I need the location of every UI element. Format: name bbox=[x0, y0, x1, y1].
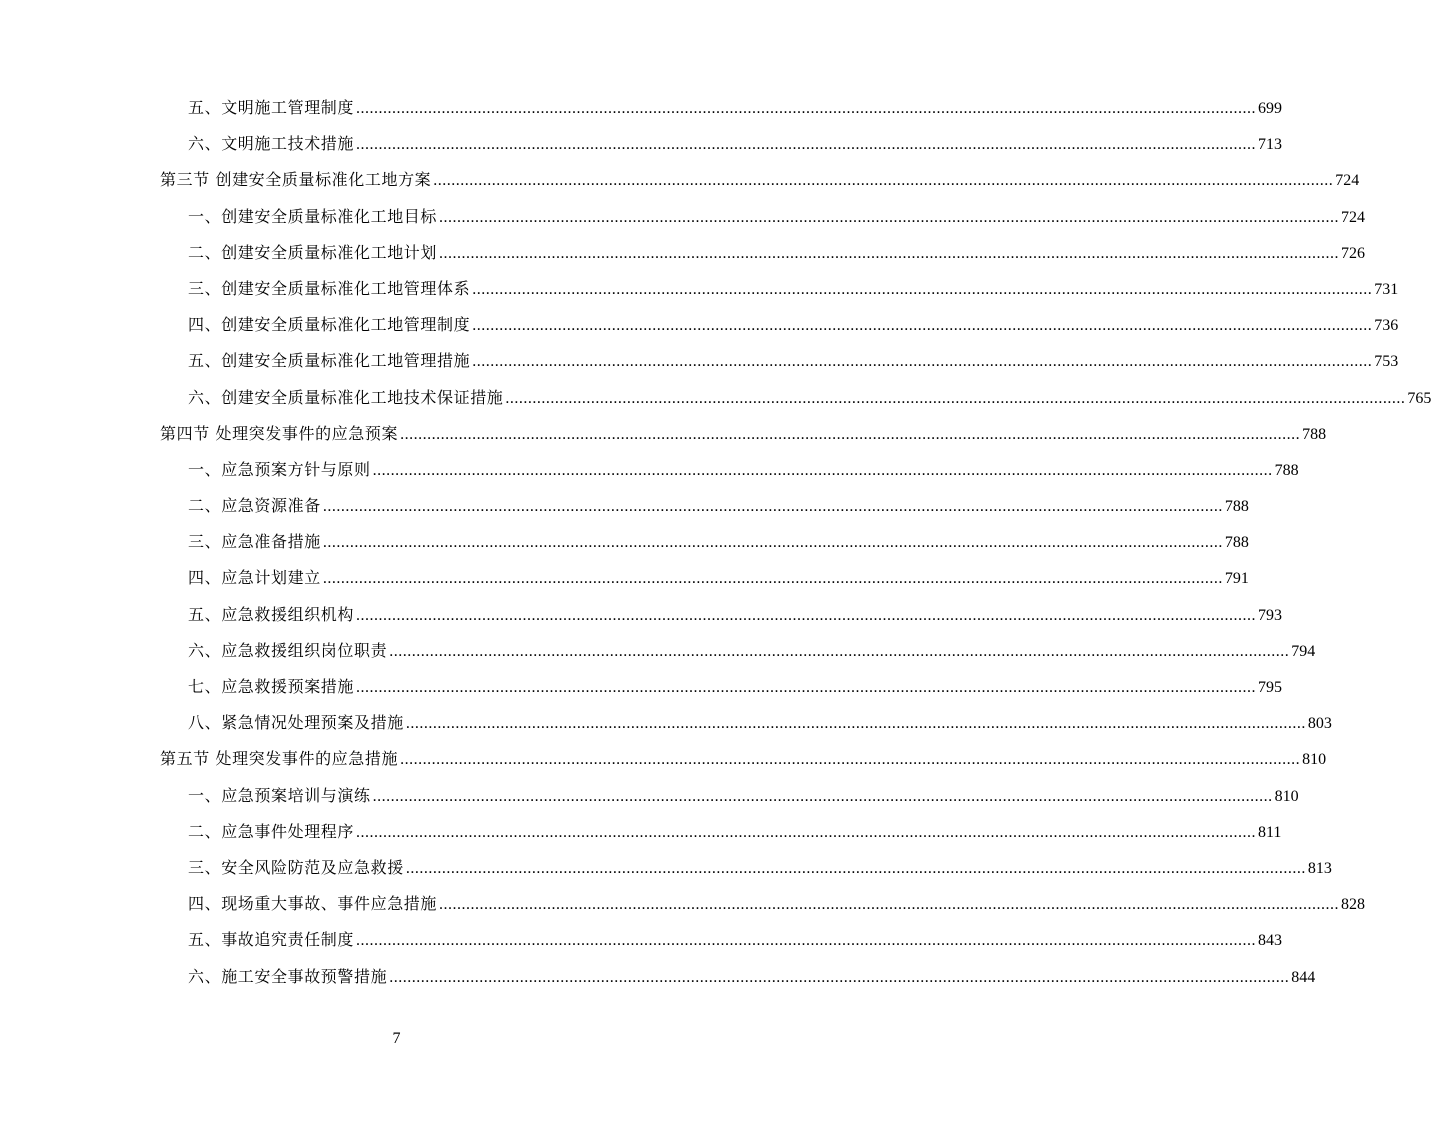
toc-entry-page: 731 bbox=[1374, 280, 1399, 298]
toc-entry[interactable] bbox=[0, 778, 1299, 814]
toc-dot-leader: ........................................................................................................................................................................................................ bbox=[372, 461, 1273, 479]
toc-dot-leader: ........................................................................................................................................................................................................ bbox=[472, 280, 1373, 298]
toc-entry-page: 726 bbox=[1341, 244, 1366, 262]
toc-entry-page: 788 bbox=[1274, 461, 1299, 479]
toc-entry[interactable] bbox=[0, 560, 1249, 596]
toc-entry-page: 736 bbox=[1374, 317, 1399, 335]
toc-entry-page: 788 bbox=[1224, 498, 1249, 516]
toc-dot-leader: ........................................................................................................................................................................................................ bbox=[505, 389, 1406, 407]
toc-entry[interactable] bbox=[0, 633, 1316, 669]
toc-entry[interactable] bbox=[0, 524, 1249, 560]
toc-entry-title: 二、应急事件处理程序 bbox=[188, 821, 355, 841]
toc-dot-leader: ........................................................................................................................................................................................................ bbox=[356, 679, 1257, 696]
toc-dot-leader: ........................................................................................................................................................................................................ bbox=[356, 823, 1257, 841]
toc-entry[interactable] bbox=[0, 705, 1332, 741]
toc-entry-page: 811 bbox=[1258, 823, 1282, 841]
toc-entry[interactable] bbox=[0, 307, 1399, 343]
toc-dot-leader: ........................................................................................................................................................................................................ bbox=[389, 968, 1290, 986]
toc-entry-page: 813 bbox=[1307, 859, 1332, 877]
toc-dot-leader: ........................................................................................................................................................................................................ bbox=[322, 570, 1223, 588]
toc-entry[interactable] bbox=[0, 380, 1431, 416]
toc-entry-page: 788 bbox=[1224, 534, 1249, 552]
toc-entry-page: 753 bbox=[1374, 353, 1399, 371]
page-number: 7 bbox=[392, 1030, 401, 1047]
toc-entry[interactable] bbox=[0, 271, 1399, 307]
toc-entry-title: 四、创建安全质量标准化工地管理制度 bbox=[188, 315, 471, 335]
toc-dot-leader: ........................................................................................................................................................................................................ bbox=[439, 244, 1340, 262]
toc-entry[interactable] bbox=[0, 199, 1366, 235]
toc-dot-leader: ........................................................................................................................................................................................................ bbox=[389, 642, 1290, 660]
toc-entry-title: 一、应急预案培训与演练 bbox=[188, 785, 371, 805]
toc-entry[interactable] bbox=[0, 488, 1249, 524]
toc-entry-title: 二、应急资源准备 bbox=[188, 496, 321, 516]
toc-entry[interactable] bbox=[0, 452, 1299, 488]
toc-entry-page: 724 bbox=[1341, 208, 1366, 226]
toc-dot-leader: ........................................................................................................................................................................................................ bbox=[322, 498, 1223, 516]
toc-dot-leader: ........................................................................................................................................................................................................ bbox=[433, 172, 1334, 190]
toc-dot-leader: ........................................................................................................................................................................................................ bbox=[356, 606, 1257, 624]
table-of-contents bbox=[0, 90, 1431, 995]
toc-entry-title: 六、文明施工技术措施 bbox=[188, 134, 355, 154]
toc-entry-title: 六、创建安全质量标准化工地技术保证措施 bbox=[188, 387, 504, 407]
toc-entry-title: 六、施工安全事故预警措施 bbox=[188, 966, 388, 986]
toc-entry-page: 844 bbox=[1291, 968, 1316, 986]
toc-entry-title: 六、应急救援组织岗位职责 bbox=[188, 640, 388, 660]
toc-dot-leader: ........................................................................................................................................................................................................ bbox=[472, 317, 1373, 335]
toc-entry[interactable] bbox=[0, 850, 1332, 886]
toc-entry-page: 699 bbox=[1258, 100, 1283, 117]
toc-entry-title: 三、安全风险防范及应急救援 bbox=[188, 857, 404, 877]
toc-dot-leader: ........................................................................................................................................................................................................ bbox=[322, 534, 1223, 552]
toc-entry-title: 七、应急救援预案措施 bbox=[188, 677, 355, 696]
toc-section-entry[interactable] bbox=[0, 741, 1327, 777]
toc-dot-leader: ........................................................................................................................................................................................................ bbox=[400, 425, 1301, 443]
toc-entry-title: 一、创建安全质量标准化工地目标 bbox=[188, 206, 438, 226]
toc-entry-page: 803 bbox=[1307, 715, 1332, 733]
toc-entry-title: 五、文明施工管理制度 bbox=[188, 98, 355, 117]
toc-dot-leader: ........................................................................................................................................................................................................ bbox=[405, 859, 1306, 877]
toc-entry-title: 五、应急救援组织机构 bbox=[188, 604, 355, 624]
toc-dot-leader: ........................................................................................................................................................................................................ bbox=[356, 932, 1257, 950]
toc-entry-page: 810 bbox=[1274, 787, 1299, 805]
toc-entry[interactable] bbox=[0, 343, 1399, 379]
toc-entry-title: 五、创建安全质量标准化工地管理措施 bbox=[188, 351, 471, 371]
toc-dot-leader: ........................................................................................................................................................................................................ bbox=[400, 751, 1301, 769]
toc-entry[interactable] bbox=[0, 90, 1283, 126]
toc-entry-page: 794 bbox=[1291, 642, 1316, 660]
toc-entry-title: 四、现场重大事故、事件应急措施 bbox=[188, 894, 438, 914]
toc-section-entry[interactable] bbox=[0, 162, 1360, 198]
toc-dot-leader: ........................................................................................................................................................................................................ bbox=[472, 353, 1373, 371]
toc-entry-title: 三、应急准备措施 bbox=[188, 532, 321, 552]
toc-dot-leader: ........................................................................................................................................................................................................ bbox=[405, 715, 1306, 733]
toc-entry-page: 788 bbox=[1302, 425, 1327, 443]
toc-entry[interactable] bbox=[0, 814, 1282, 850]
toc-entry[interactable] bbox=[0, 597, 1283, 633]
toc-entry-page: 724 bbox=[1335, 172, 1360, 190]
toc-entry[interactable] bbox=[0, 235, 1366, 271]
toc-entry-page: 810 bbox=[1302, 751, 1327, 769]
toc-dot-leader: ........................................................................................................................................................................................................ bbox=[372, 787, 1273, 805]
toc-entry-page: 795 bbox=[1258, 679, 1283, 696]
toc-entry-page: 843 bbox=[1258, 932, 1283, 950]
toc-entry-title: 第五节 处理突发事件的应急措施 bbox=[160, 749, 399, 769]
toc-entry[interactable] bbox=[0, 922, 1283, 958]
toc-entry-title: 五、事故追究责任制度 bbox=[188, 930, 355, 950]
toc-entry-page: 828 bbox=[1341, 896, 1366, 914]
toc-entry[interactable] bbox=[0, 669, 1283, 705]
toc-entry-title: 二、创建安全质量标准化工地计划 bbox=[188, 242, 438, 262]
toc-entry[interactable] bbox=[0, 959, 1316, 995]
toc-entry-page: 793 bbox=[1258, 606, 1283, 624]
toc-dot-leader: ........................................................................................................................................................................................................ bbox=[356, 136, 1257, 154]
toc-entry-page: 791 bbox=[1224, 570, 1249, 588]
toc-entry-title: 第三节 创建安全质量标准化工地方案 bbox=[160, 170, 432, 190]
toc-entry[interactable] bbox=[0, 126, 1283, 162]
toc-dot-leader: ........................................................................................................................................................................................................ bbox=[439, 208, 1340, 226]
toc-entry-title: 一、应急预案方针与原则 bbox=[188, 459, 371, 479]
toc-entry-title: 四、应急计划建立 bbox=[188, 568, 321, 588]
toc-dot-leader: ........................................................................................................................................................................................................ bbox=[439, 896, 1340, 914]
toc-entry[interactable] bbox=[0, 886, 1366, 922]
toc-section-entry[interactable] bbox=[0, 416, 1327, 452]
toc-dot-leader: ........................................................................................................................................................................................................ bbox=[356, 100, 1257, 117]
toc-entry-page: 713 bbox=[1258, 136, 1283, 154]
toc-entry-title: 八、紧急情况处理预案及措施 bbox=[188, 713, 404, 733]
toc-entry-title: 三、创建安全质量标准化工地管理体系 bbox=[188, 278, 471, 298]
toc-entry-title: 第四节 处理突发事件的应急预案 bbox=[160, 423, 399, 443]
toc-entry-page: 765 bbox=[1407, 389, 1431, 407]
